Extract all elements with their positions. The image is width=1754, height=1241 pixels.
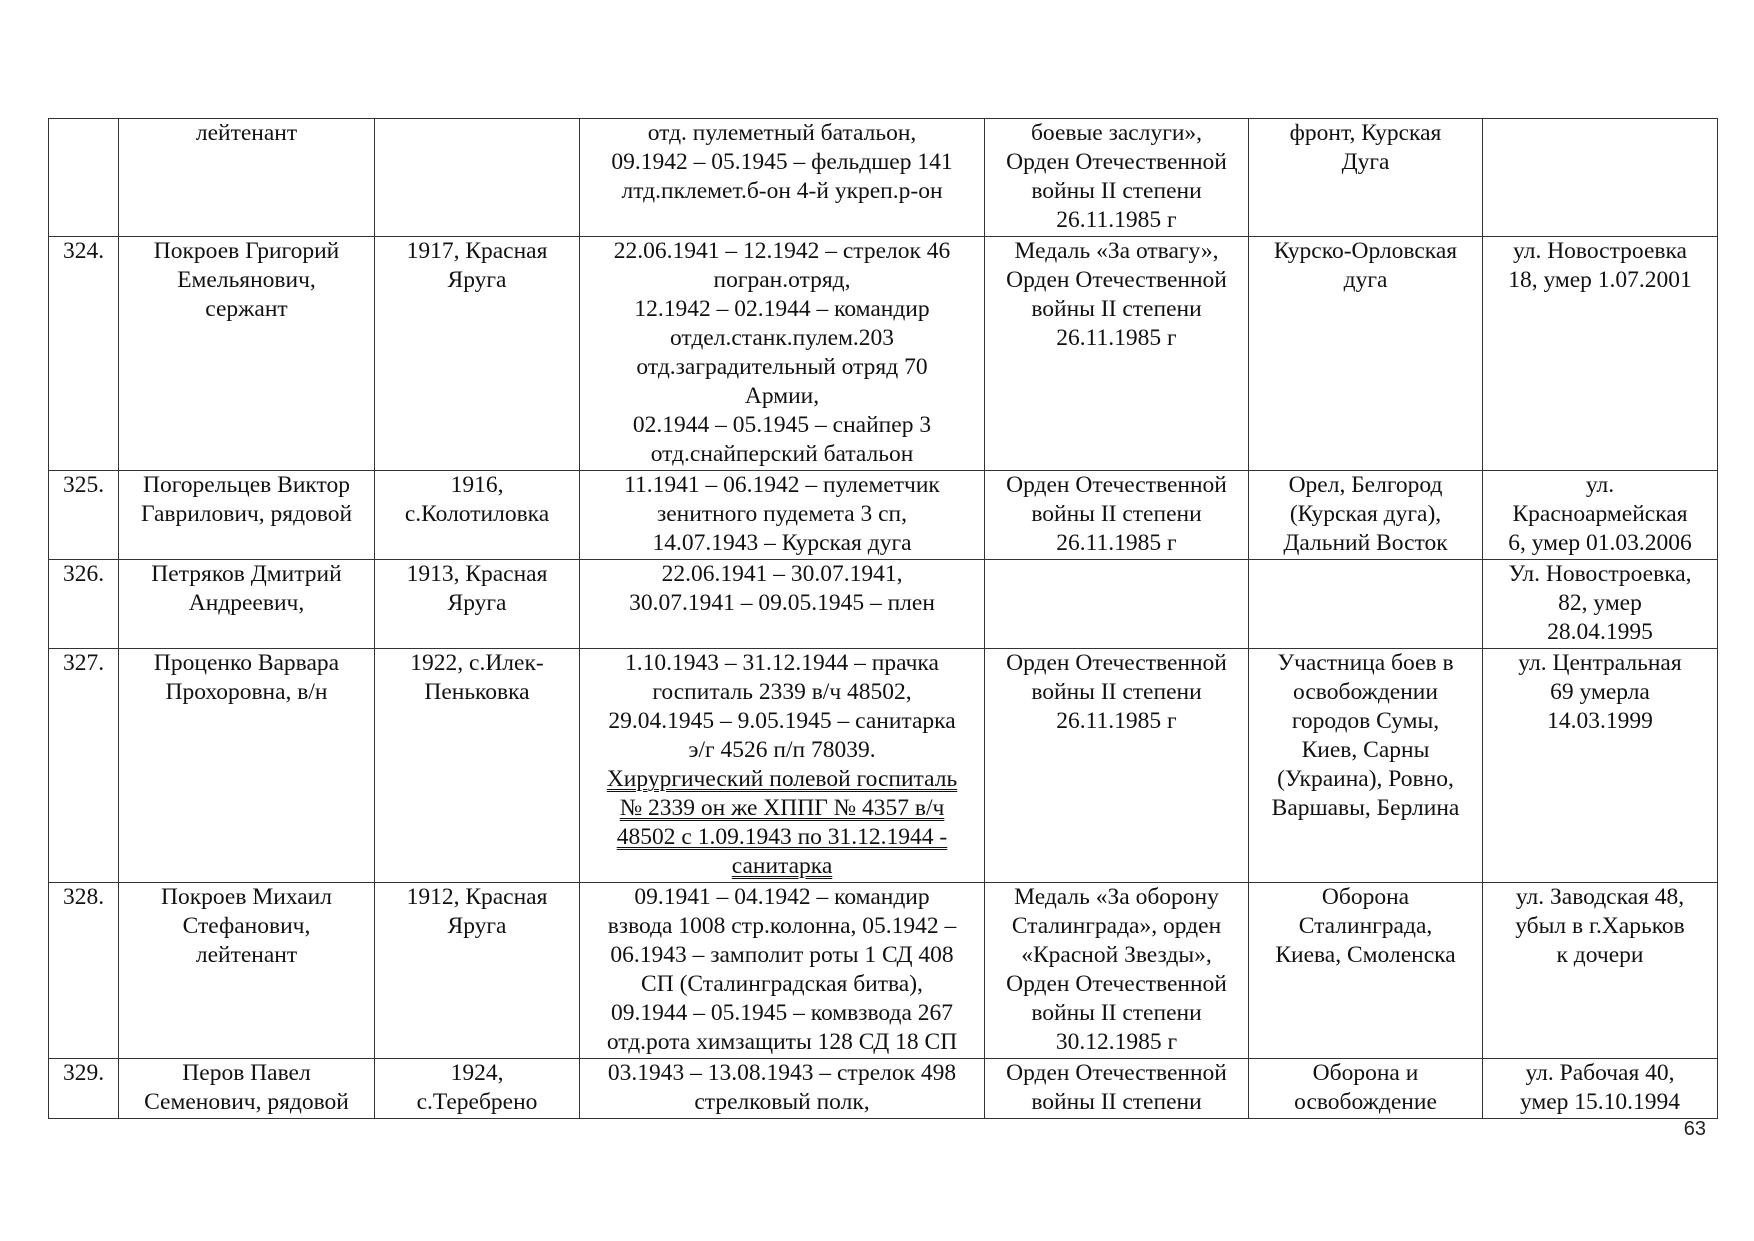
cell-line: (Курская дуга), <box>1289 501 1442 527</box>
cell-line: к дочери <box>1556 942 1644 968</box>
address-fate <box>1483 471 1718 560</box>
cell-line: Армии, <box>744 383 820 409</box>
cell-line: Ул. Новостроевка, <box>1508 561 1692 587</box>
cell-line: Пеньковка <box>424 679 530 705</box>
cell-line: Дуга <box>1341 149 1390 175</box>
cell-line: Орел, Белгород <box>1288 472 1443 498</box>
person-name-rank <box>119 119 375 237</box>
cell-line: Орден Отечественной <box>1006 472 1227 498</box>
table-row <box>49 649 1718 883</box>
birth-year-place <box>375 649 580 883</box>
address-fate <box>1483 883 1718 1059</box>
cell-line: лейтенант <box>195 120 298 146</box>
service-record <box>580 649 985 883</box>
cell-line: Погорельцев Виктор <box>143 472 350 498</box>
cell-line: Перов Павел <box>182 1060 311 1086</box>
cell-line: Красноармейская <box>1512 501 1688 527</box>
page-number: 63 <box>1683 1118 1706 1140</box>
cell-line: Андреевич, <box>188 590 305 616</box>
cell-line: 30.07.1941 – 09.05.1945 – плен <box>629 590 935 616</box>
cell-line: 28.04.1995 <box>1547 619 1653 645</box>
row-number: 325. <box>49 471 119 560</box>
service-record <box>580 471 985 560</box>
awards <box>985 237 1249 471</box>
cell-line: 12.1942 – 02.1944 – командир <box>634 296 930 322</box>
row-number <box>49 119 119 237</box>
cell-line: Сталинграда», орден <box>1011 913 1222 939</box>
cell-line: Варшавы, Берлина <box>1271 795 1460 821</box>
address-fate <box>1483 237 1718 471</box>
cell-line: 26.11.1985 г <box>1056 708 1177 734</box>
cell-line: Стефанович, <box>182 913 311 939</box>
underlined-note-line: санитарка <box>731 853 833 879</box>
birth-year-place <box>375 560 580 649</box>
cell-line: 22.06.1941 – 12.1942 – стрелок 46 <box>613 238 951 264</box>
cell-line: 1.10.1943 – 31.12.1944 – прачка <box>625 650 939 676</box>
cell-line: боевые заслуги», <box>1030 120 1203 146</box>
cell-line: с.Колотиловка <box>404 501 550 527</box>
cell-line: погран.отряд, <box>713 267 851 293</box>
cell-line: 03.1943 – 13.08.1943 – стрелок 498 <box>607 1060 957 1086</box>
battles <box>1249 471 1483 560</box>
cell-line: Орден Отечественной <box>1006 971 1227 997</box>
row-number: 326. <box>49 560 119 649</box>
cell-line: Семенович, рядовой <box>144 1089 349 1115</box>
cell-line: Покроев Григорий <box>153 238 340 264</box>
cell-line: Покроев Михаил <box>161 884 332 910</box>
table-row <box>49 471 1718 560</box>
cell-line: лейтенант <box>195 942 298 968</box>
cell-line: 06.1943 – замполит роты 1 СД 408 <box>610 942 954 968</box>
cell-line: Прохоровна, в/н <box>165 679 328 705</box>
cell-line: 14.03.1999 <box>1547 708 1653 734</box>
cell-line: Медаль «За отвагу», <box>1014 238 1219 264</box>
cell-line: войны II степени <box>1031 501 1202 527</box>
cell-line: Орден Отечественной <box>1006 149 1227 175</box>
cell-line: 1912, Красная <box>406 884 548 910</box>
battles <box>1249 649 1483 883</box>
table-row <box>49 560 1718 649</box>
cell-line: 22.06.1941 – 30.07.1941, <box>661 561 903 587</box>
service-record <box>580 237 985 471</box>
cell-line: Киева, Смоленска <box>1275 942 1456 968</box>
address-fate <box>1483 1059 1718 1119</box>
underlined-note-line: № 2339 он же ХППГ № 4357 в/ч <box>619 795 945 821</box>
cell-line: 29.04.1945 – 9.05.1945 – санитарка <box>608 708 956 734</box>
awards <box>985 471 1249 560</box>
cell-line: 02.1944 – 05.1945 – снайпер 3 <box>632 412 932 438</box>
cell-line: Оборона <box>1321 884 1410 910</box>
cell-line: фронт, Курская <box>1289 120 1442 146</box>
cell-line: Орден Отечественной <box>1006 1060 1227 1086</box>
cell-line: 09.1941 – 04.1942 – командир <box>634 884 930 910</box>
cell-line: войны II степени <box>1031 1000 1202 1026</box>
cell-line: 1916, <box>450 472 504 498</box>
service-record <box>580 119 985 237</box>
cell-line: Киев, Сарны <box>1301 737 1430 763</box>
cell-line: 09.1944 – 05.1945 – комвзвода 267 <box>610 1000 954 1026</box>
birth-year-place <box>375 237 580 471</box>
birth-year-place <box>375 1059 580 1119</box>
table-row <box>49 119 1718 237</box>
cell-line: госпиталь 2339 в/ч 48502, <box>652 679 912 705</box>
awards <box>985 119 1249 237</box>
person-name-rank <box>119 883 375 1059</box>
cell-line: войны II степени <box>1031 1089 1202 1115</box>
cell-line: отдел.станк.пулем.203 <box>669 325 895 351</box>
cell-line: Орден Отечественной <box>1006 267 1227 293</box>
cell-line: Оборона и <box>1312 1060 1419 1086</box>
cell-line: «Красной Звезды», <box>1021 942 1212 968</box>
cell-line: СП (Сталинградская битва), <box>641 971 923 997</box>
cell-line: 26.11.1985 г <box>1056 530 1177 556</box>
person-name-rank <box>119 649 375 883</box>
cell-line: 09.1942 – 05.1945 – фельдшер 141 <box>611 149 953 175</box>
cell-line: э/г 4526 п/п 78039. <box>688 737 876 763</box>
cell-line: стрелковый полк, <box>694 1089 870 1115</box>
cell-line: Емельянович, <box>177 267 316 293</box>
table-row <box>49 883 1718 1059</box>
battles <box>1249 1059 1483 1119</box>
address-fate <box>1483 119 1718 237</box>
cell-line: зенитного пудемета 3 сп, <box>656 501 908 527</box>
cell-line: отд.снайперский батальон <box>650 441 914 467</box>
underlined-note-line: 48502 с 1.09.1943 по 31.12.1944 - <box>616 824 948 850</box>
table-row <box>49 1059 1718 1119</box>
cell-line: Курско-Орловская <box>1273 238 1458 264</box>
cell-line: Медаль «За оборону <box>1014 884 1219 910</box>
row-number: 324. <box>49 237 119 471</box>
row-number: 329. <box>49 1059 119 1119</box>
cell-line: 11.1941 – 06.1942 – пулеметчик <box>624 472 940 498</box>
cell-line: ул. Новостроевка <box>1513 238 1687 264</box>
awards <box>985 649 1249 883</box>
cell-line: 82, умер <box>1558 590 1642 616</box>
cell-line: ул. Заводская 48, <box>1515 884 1685 910</box>
cell-line: Яруга <box>447 267 507 293</box>
cell-line: Яруга <box>447 913 507 939</box>
cell-line: отд. пулеметный батальон, <box>647 120 917 146</box>
awards <box>985 1059 1249 1119</box>
cell-line: городов Сумы, <box>1291 708 1440 734</box>
cell-line: 1917, Красная <box>406 238 548 264</box>
cell-line: с.Теребрено <box>416 1089 538 1115</box>
service-record <box>580 1059 985 1119</box>
cell-line: Петряков Дмитрий <box>151 561 342 587</box>
cell-line: (Украина), Ровно, <box>1277 766 1454 792</box>
cell-line: Проценко Варвара <box>153 650 340 676</box>
cell-line: ул. Центральная <box>1518 650 1682 676</box>
cell-line: 26.11.1985 г <box>1056 207 1177 233</box>
cell-line: войны II степени <box>1031 178 1202 204</box>
person-name-rank <box>119 560 375 649</box>
cell-line: войны II степени <box>1031 679 1202 705</box>
awards <box>985 883 1249 1059</box>
cell-line: 30.12.1985 г <box>1055 1029 1178 1055</box>
cell-line: 1913, Красная <box>406 561 548 587</box>
table-row <box>49 237 1718 471</box>
birth-year-place <box>375 883 580 1059</box>
birth-year-place <box>375 119 580 237</box>
cell-line: освобождении <box>1293 679 1438 705</box>
cell-line: убыл в г.Харьков <box>1515 913 1685 939</box>
person-name-rank <box>119 1059 375 1119</box>
birth-year-place <box>375 471 580 560</box>
cell-line: Дальний Восток <box>1283 530 1448 556</box>
battles <box>1249 883 1483 1059</box>
cell-line: Яруга <box>447 590 507 616</box>
service-record <box>580 883 985 1059</box>
cell-line: 26.11.1985 г <box>1056 325 1177 351</box>
person-name-rank <box>119 471 375 560</box>
cell-line: ул. Рабочая 40, <box>1525 1060 1675 1086</box>
cell-line: Сталинграда, <box>1298 913 1433 939</box>
cell-line: 1924, <box>450 1060 504 1086</box>
address-fate <box>1483 560 1718 649</box>
cell-line: освобождение <box>1294 1089 1437 1115</box>
person-name-rank <box>119 237 375 471</box>
cell-line: отд.заградительный отряд 70 <box>636 354 928 380</box>
awards <box>985 560 1249 649</box>
row-number: 327. <box>49 649 119 883</box>
cell-line: 14.07.1943 – Курская дуга <box>652 530 912 556</box>
row-number: 328. <box>49 883 119 1059</box>
battles <box>1249 119 1483 237</box>
cell-line: 69 умерла <box>1550 679 1650 705</box>
cell-line: умер 15.10.1994 <box>1519 1089 1681 1115</box>
cell-line: 6, умер 01.03.2006 <box>1508 530 1692 556</box>
cell-line: взвода 1008 стр.колонна, 05.1942 – <box>607 913 957 939</box>
underlined-note-line: Хирургический полевой госпиталь <box>606 766 958 792</box>
address-fate <box>1483 649 1718 883</box>
cell-line: Гаврилович, рядовой <box>140 501 353 527</box>
battles <box>1249 560 1483 649</box>
cell-line: Орден Отечественной <box>1006 650 1227 676</box>
veterans-table <box>48 118 1718 1119</box>
cell-line: ул. <box>1585 472 1615 498</box>
cell-line: дуга <box>1343 267 1388 293</box>
cell-line: войны II степени <box>1031 296 1202 322</box>
battles <box>1249 237 1483 471</box>
cell-line: отд.рота химзащиты 128 СД 18 СП <box>606 1029 958 1055</box>
service-record <box>580 560 985 649</box>
cell-line: 1922, с.Илек- <box>410 650 544 676</box>
cell-line: сержант <box>205 296 288 322</box>
cell-line: лтд.пклемет.б-он 4-й укреп.р-он <box>621 178 943 204</box>
cell-line: Участница боев в <box>1277 650 1454 676</box>
cell-line: 18, умер 1.07.2001 <box>1508 267 1692 293</box>
